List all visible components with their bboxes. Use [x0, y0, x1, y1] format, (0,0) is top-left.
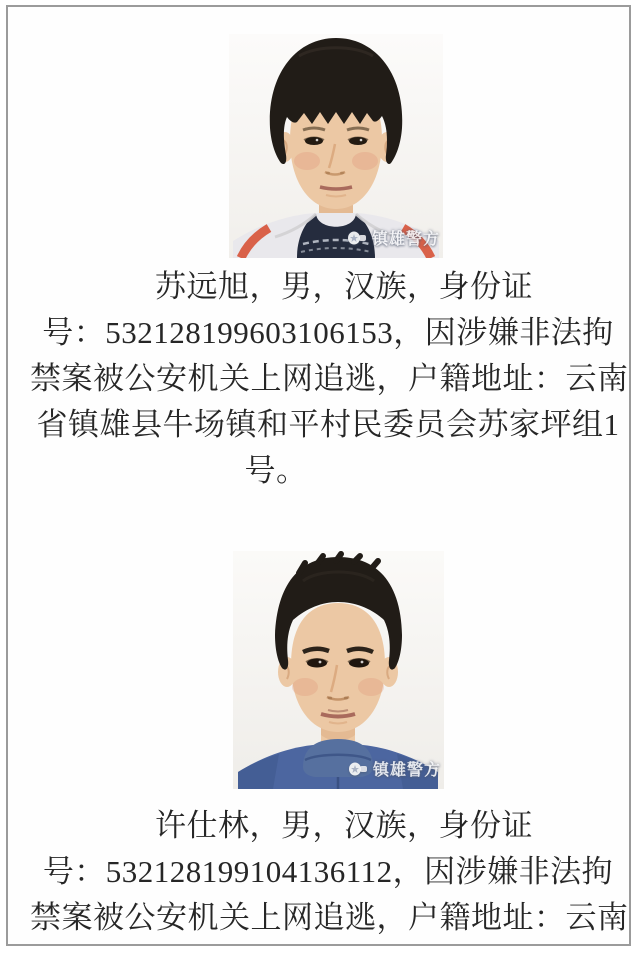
suspect-caption-1	[30, 264, 629, 494]
wanted-notice-card	[6, 5, 631, 946]
caption-line: 号。	[244, 453, 308, 488]
suspect-portrait-1	[229, 34, 443, 258]
caption-line: 省镇雄县牛场镇和平村民委员会苏家坪组1	[36, 407, 620, 442]
watermark-text: 镇雄警方	[371, 231, 440, 248]
suspect-portrait-2	[233, 551, 444, 789]
watermark-text: 镇雄警方	[372, 762, 441, 779]
caption-line: 许仕林，男，汉族，身份证	[155, 808, 533, 843]
caption-line: 禁案被公安机关上网追逃，户籍地址：云南	[30, 361, 629, 396]
suspect-photo-2	[233, 551, 444, 789]
caption-line: 号：532128199104136112，因涉嫌非法拘	[42, 854, 614, 889]
caption-line: 号：532128199603106153，因涉嫌非法拘	[42, 315, 614, 350]
suspect-photo-1	[229, 34, 443, 258]
caption-line: 苏远旭，男，汉族，身份证	[155, 269, 533, 304]
suspect-caption-2	[30, 803, 629, 941]
caption-line: 禁案被公安机关上网追逃，户籍地址：云南	[30, 900, 629, 935]
